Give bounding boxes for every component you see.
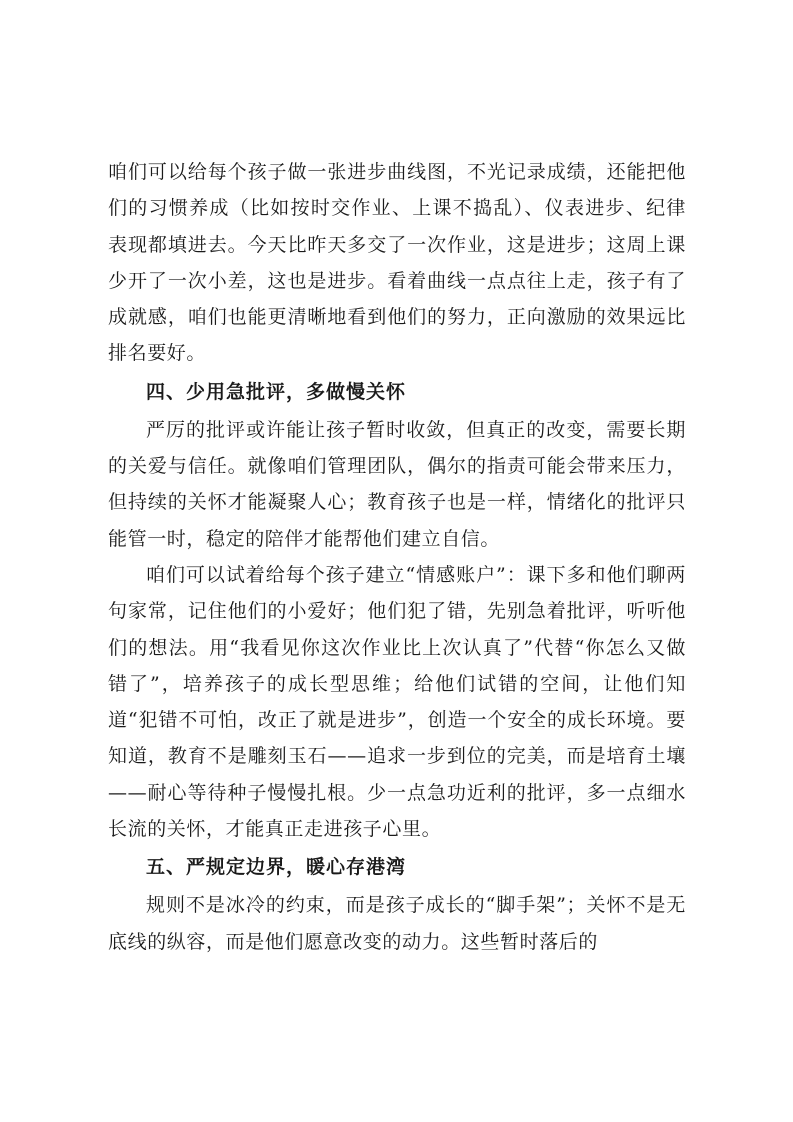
section-heading-5: 五、严规定边界，暖心存港湾	[146, 856, 407, 879]
document-body	[108, 154, 686, 960]
paragraph-strict-criticism: 严厉的批评或许能让孩子暂时收敛，但真正的改变，需要长期的关爱与信任。就像咱们管理团队，偶尔的指责可能会带来压力，但持续的关怀才能凝聚人心；教育孩子也是一样，情绪化的批评只能管一时，稳定的陪伴才能帮他们建立自信。	[108, 418, 686, 550]
paragraph-emotional-account: 咱们可以试着给每个孩子建立“情感账户”：课下多和他们聊两句家常，记住他们的小爱好；他们犯了错，先别急着批评，听听他们的想法。用“我看见你这次作业比上次认真了”代替“你怎么又做错了”，培养孩子的成长型思维；给他们试错的空间，让他们知道“犯错不可怕，改正了就是进步”，创造一个安全的成长环境。要知道，教育不是雕刻玉石——追求一步到位的完美，而是培育土壤——耐心等待种子慢慢扎根。少一点急功近利的批评，多一点细水长流的关怀，才能真正走进孩子心里。	[108, 563, 686, 841]
paragraph-progress-curve: 咱们可以给每个孩子做一张进步曲线图，不光记录成绩，还能把他们的习惯养成（比如按时交作业、上课不捣乱）、仪表进步、纪律表现都填进去。今天比昨天多交了一次作业，这是进步；这周上课少开了一次小差，这也是进步。看着曲线一点点往上走，孩子有了成就感，咱们也能更清晰地看到他们的努力，正向激励的效果远比排名要好。	[108, 161, 686, 365]
paragraph-rules-boundaries: 规则不是冰冷的约束，而是孩子成长的“脚手架”；关怀不是无底线的纵容，而是他们愿意改变的动力。这些暂时落后的	[108, 894, 686, 953]
section-heading-4: 四、少用急批评，多做慢关怀	[146, 380, 407, 403]
